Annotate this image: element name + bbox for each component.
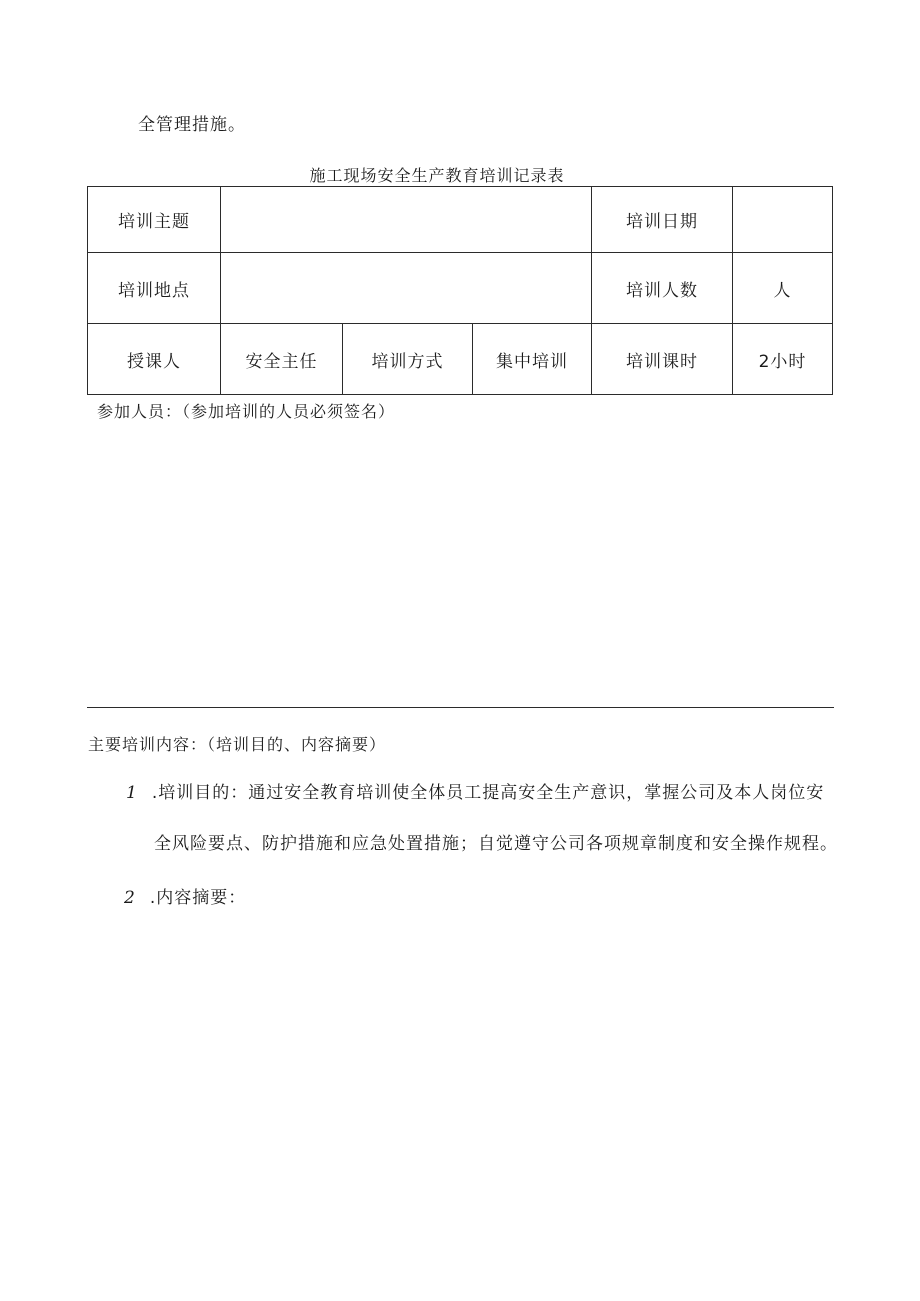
topic-value-cell[interactable] bbox=[221, 187, 592, 253]
table-row bbox=[88, 187, 833, 253]
method-value[interactable]: 集中培训 bbox=[473, 324, 592, 395]
count-label: 培训人数 bbox=[592, 253, 733, 324]
location-value-cell[interactable] bbox=[221, 253, 592, 324]
list-item-purpose-continued: 全风险要点、防护措施和应急处置措施；自觉遵守公司各项规章制度和安全操作规程。 bbox=[154, 834, 838, 854]
list-item-purpose bbox=[126, 778, 824, 803]
topic-label: 培训主题 bbox=[88, 187, 221, 253]
table-row bbox=[88, 253, 833, 324]
method-label: 培训方式 bbox=[343, 324, 473, 395]
lecturer-value[interactable]: 安全主任 bbox=[221, 324, 343, 395]
main-content-heading: 主要培训内容：（培训目的、内容摘要） bbox=[88, 735, 387, 754]
item-text: .内容摘要： bbox=[149, 888, 247, 908]
table-row bbox=[88, 324, 833, 395]
date-label: 培训日期 bbox=[592, 187, 733, 253]
location-label: 培训地点 bbox=[88, 253, 221, 324]
item-text: .培训目的：通过安全教育培训使全体员工提高安全生产意识，掌握公司及本人岗位安 bbox=[151, 783, 825, 803]
lecturer-label: 授课人 bbox=[88, 324, 221, 395]
hours-label: 培训课时 bbox=[592, 324, 733, 395]
training-record-table bbox=[87, 186, 833, 395]
section-divider bbox=[87, 707, 834, 708]
continuation-text: 全管理措施。 bbox=[138, 115, 246, 135]
list-item-summary bbox=[124, 883, 246, 908]
date-value-cell[interactable] bbox=[733, 187, 833, 253]
item-number: 1 bbox=[126, 783, 138, 803]
participants-label: 参加人员：（参加培训的人员必须签名） bbox=[97, 402, 396, 421]
count-value-cell[interactable]: 人 bbox=[733, 253, 833, 324]
hours-value[interactable]: 2小时 bbox=[733, 324, 833, 395]
table-title: 施工现场安全生产教育培训记录表 bbox=[309, 166, 565, 185]
item-number: 2 bbox=[124, 888, 136, 908]
